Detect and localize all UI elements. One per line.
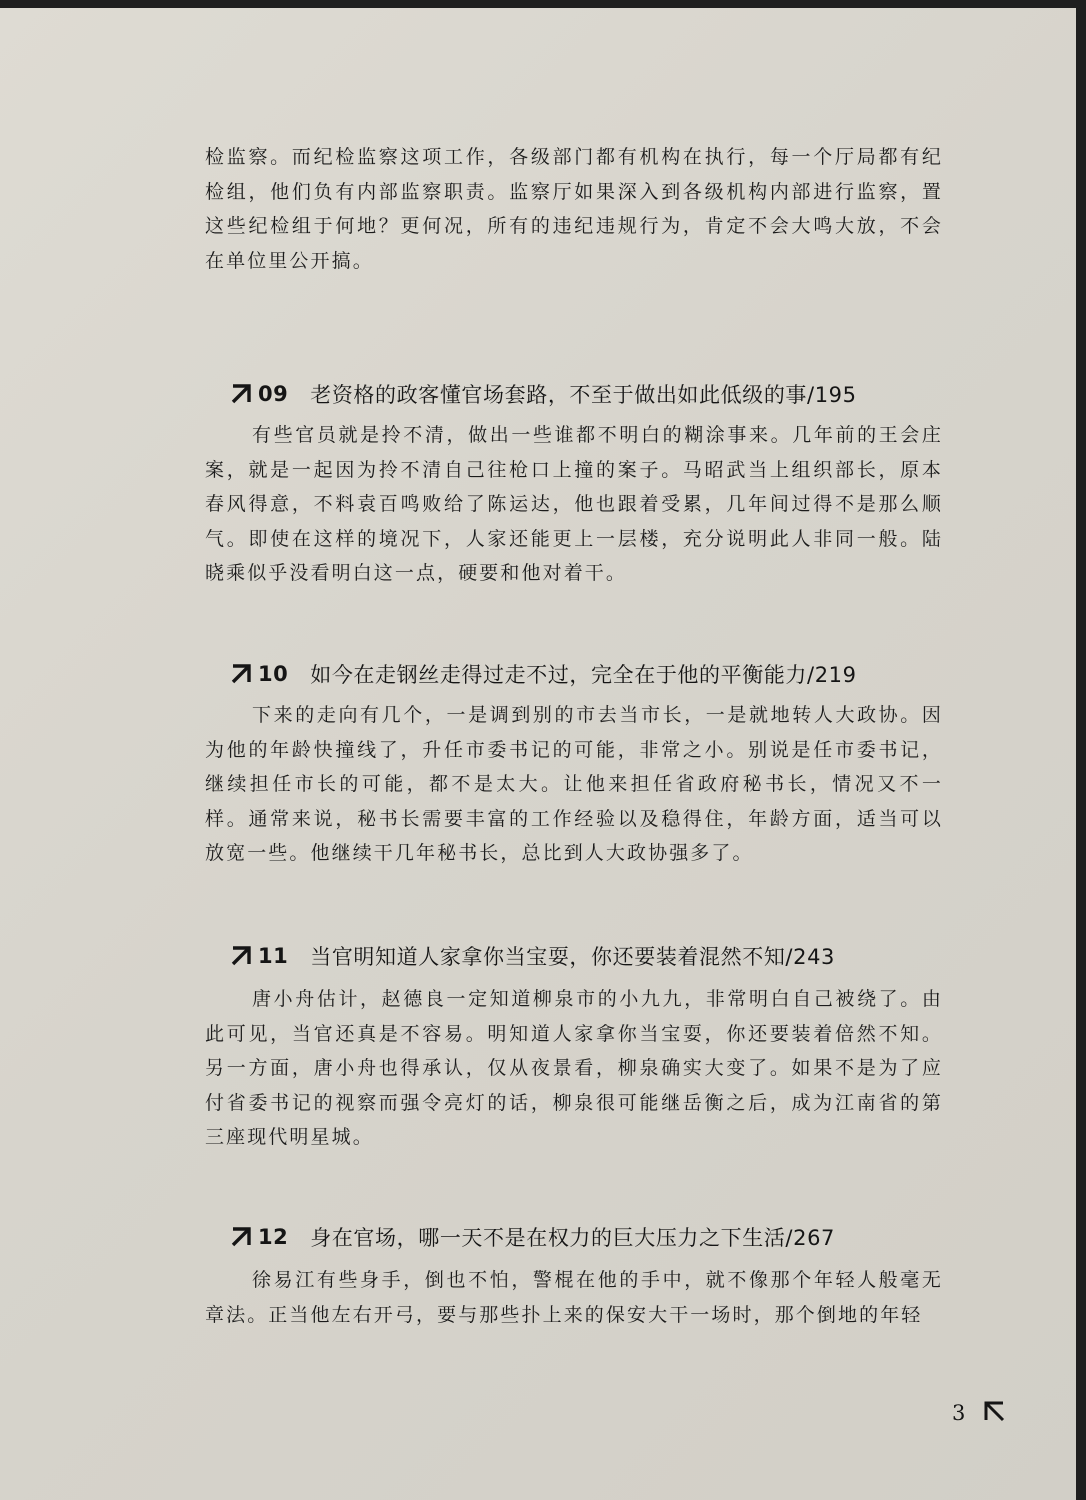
page-number: 3 xyxy=(952,1401,966,1425)
arrow-up-right-icon xyxy=(230,1226,252,1248)
section-heading-12 xyxy=(230,1221,950,1253)
intro-paragraph: 检监察。而纪检监察这项工作，各级部门都有机构在执行，每一个厅局都有纪检组，他们负有内部监察职责。监察厅如果深入到各级机构内部进行监察，置这些纪检组于何地？更何况，所有的违纪违规行为，肯定不会大鸣大放，不会在单位里公开搞。 xyxy=(205,146,943,272)
section-heading-11 xyxy=(230,940,950,972)
section-title: 老资格的政客懂官场套路，不至于做出如此低级的事/195 xyxy=(310,383,857,407)
section-excerpt-09: 有些官员就是拎不清，做出一些谁都不明白的糊涂事来。几年前的王会庄案，就是一起因为拎不清自己往枪口上撞的案子。马昭武当上组织部长，原本春风得意，不料袁百鸣败给了陈运达，他也跟着受累，几年间过得不是那么顺气。即使在这样的境况下，人家还能更上一层楼，充分说明此人非同一般。陆晓乘似乎没看明白这一点，硬要和他对着干。 xyxy=(205,424,943,584)
arrow-up-right-icon xyxy=(230,383,252,405)
section-number: 10 xyxy=(258,662,289,686)
section-number: 11 xyxy=(258,944,289,968)
section-excerpt-10: 下来的走向有几个，一是调到别的市去当市长，一是就地转人大政协。因为他的年龄快撞线了，升任市委书记的可能，非常之小。别说是任市委书记，继续担任市长的可能，都不是太大。让他来担任省政府秘书长，情况又不一样。通常来说，秘书长需要丰富的工作经验以及稳得住，年龄方面，适当可以放宽一些。他继续干几年秘书长，总比到人大政协强多了。 xyxy=(205,704,943,864)
section-title: 如今在走钢丝走得过走不过，完全在于他的平衡能力/219 xyxy=(310,663,857,687)
book-page xyxy=(0,8,1076,1500)
arrow-up-left-icon xyxy=(982,1400,1006,1424)
section-heading-09 xyxy=(230,378,950,410)
section-title: 当官明知道人家拿你当宝耍，你还要装着混然不知/243 xyxy=(310,945,835,969)
section-number: 09 xyxy=(258,382,289,406)
section-excerpt-11: 唐小舟估计，赵德良一定知道柳泉市的小九九，非常明白自己被绕了。由此可见，当官还真是不容易。明知道人家拿你当宝耍，你还要装着倍然不知。另一方面，唐小舟也得承认，仅从夜景看，柳泉确实大变了。如果不是为了应付省委书记的视察而强令亮灯的话，柳泉很可能继岳衡之后，成为江南省的第三座现代明星城。 xyxy=(205,988,943,1148)
arrow-up-right-icon xyxy=(230,945,252,967)
section-excerpt-12: 徐易江有些身手，倒也不怕，警棍在他的手中，就不像那个年轻人般毫无章法。正当他左右开弓，要与那些扑上来的保安大干一场时，那个倒地的年轻 xyxy=(205,1269,943,1326)
section-title: 身在官场，哪一天不是在权力的巨大压力之下生活/267 xyxy=(310,1226,835,1250)
arrow-up-right-icon xyxy=(230,663,252,685)
section-heading-10 xyxy=(230,658,950,690)
section-number: 12 xyxy=(258,1225,289,1249)
